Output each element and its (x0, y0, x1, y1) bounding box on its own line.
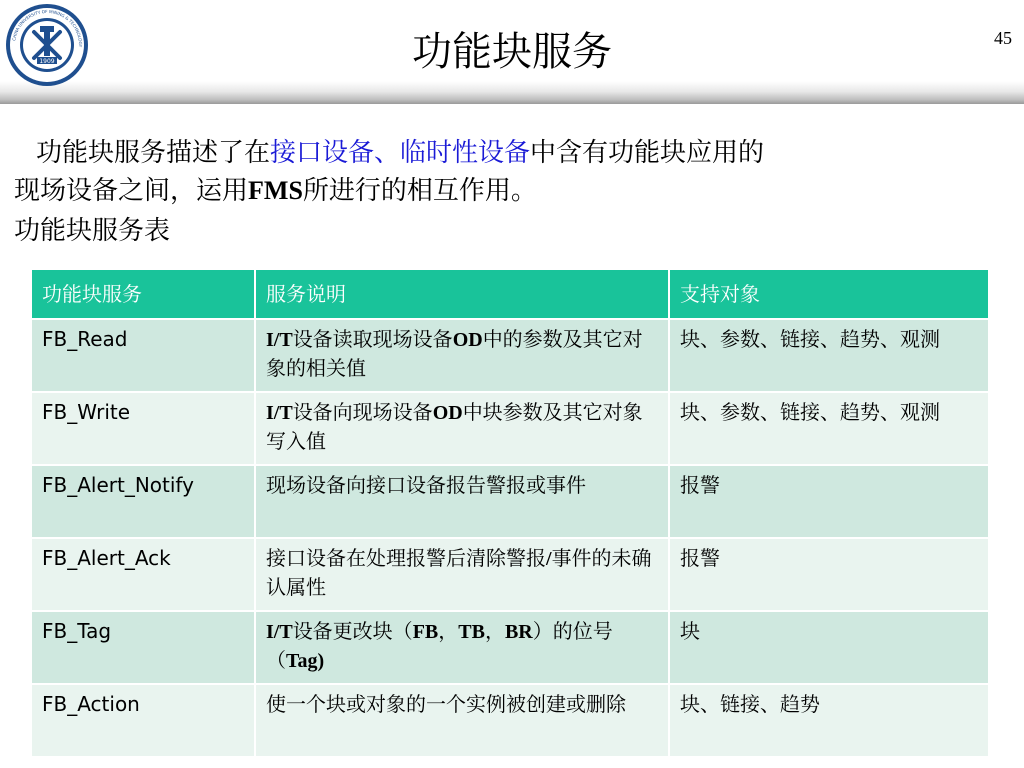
description-segment: OD (432, 402, 463, 424)
table-row (31, 538, 989, 611)
cell-description (255, 465, 669, 538)
cell-support: 报警 (669, 465, 989, 538)
intro-text-d: 所进行的相互作用。 (302, 176, 537, 206)
cell-service: FB_Alert_Ack (31, 538, 255, 611)
table-caption: 功能块服务表 (14, 216, 171, 246)
description-segment: OD (452, 329, 483, 351)
description-segment: Tag) (286, 650, 325, 672)
cell-description (255, 538, 669, 611)
description-segment: 设备读取现场设备 (292, 327, 453, 351)
header-service: 功能块服务 (31, 269, 255, 319)
description-segment: 中块参数及其它对象写入值 (266, 400, 643, 453)
description-segment: ， (484, 619, 505, 643)
cell-support: 块、参数、链接、趋势、观测 (669, 319, 989, 392)
description-segment: I/T (266, 621, 293, 643)
description-segment: FB (412, 621, 439, 643)
cell-service: FB_Read (31, 319, 255, 392)
cell-description (255, 392, 669, 465)
intro-fms: FMS (248, 176, 303, 205)
intro-text-b: 中含有功能块应用的 (530, 138, 765, 168)
table-body (31, 319, 989, 757)
intro-text-c: 现场设备之间，运用 (14, 176, 249, 206)
description-segment: ）的位号（ (266, 619, 613, 672)
description-segment: 设备更改块（ (292, 619, 413, 643)
cell-service: FB_Tag (31, 611, 255, 684)
table-row (31, 611, 989, 684)
table-row (31, 392, 989, 465)
cell-service: FB_Write (31, 392, 255, 465)
seal-ring-text: CHINA UNIVERSITY OF MINING & TECHNOLOGY (11, 8, 84, 48)
function-block-services-table (30, 268, 990, 758)
cell-support: 块 (669, 611, 989, 684)
intro-paragraph (14, 134, 1004, 210)
description-segment: BR (504, 621, 533, 643)
cell-service: FB_Action (31, 684, 255, 757)
description-segment: TB (458, 621, 485, 643)
cell-service: FB_Alert_Notify (31, 465, 255, 538)
cell-support: 报警 (669, 538, 989, 611)
description-segment: I/T (266, 402, 293, 424)
description-segment: 中的参数及其它对象的相关值 (266, 327, 643, 380)
cell-support: 块、参数、链接、趋势、观测 (669, 392, 989, 465)
cell-description (255, 611, 669, 684)
description-segment: 事件的未确认属性 (266, 546, 652, 599)
intro-highlight: 接口设备、临时性设备 (270, 138, 531, 168)
table-row (31, 684, 989, 757)
description-segment: ， (438, 619, 459, 643)
intro-text-a: 功能块服务描述了在 (36, 138, 271, 168)
cell-description (255, 684, 669, 757)
description-segment: 使一个块或对象的一个实例被创建或删除 (266, 692, 626, 716)
slide-title: 功能块服务 (412, 29, 612, 75)
description-segment: / (546, 548, 552, 570)
table-row (31, 319, 989, 392)
description-segment: 现场设备向接口设备报告警报或事件 (266, 473, 586, 497)
seal-year: 1909 (39, 58, 55, 65)
page-number: 45 (994, 28, 1012, 48)
table-row (31, 465, 989, 538)
header-support: 支持对象 (669, 269, 989, 319)
cell-support: 块、链接、趋势 (669, 684, 989, 757)
description-segment: I/T (266, 329, 293, 351)
cell-description (255, 319, 669, 392)
intro-text (14, 134, 1004, 250)
header-description: 服务说明 (255, 269, 669, 319)
description-segment: 接口设备在处理报警后清除警报 (266, 546, 546, 570)
table-header-row (31, 269, 989, 319)
description-segment: 设备向现场设备 (292, 400, 433, 424)
